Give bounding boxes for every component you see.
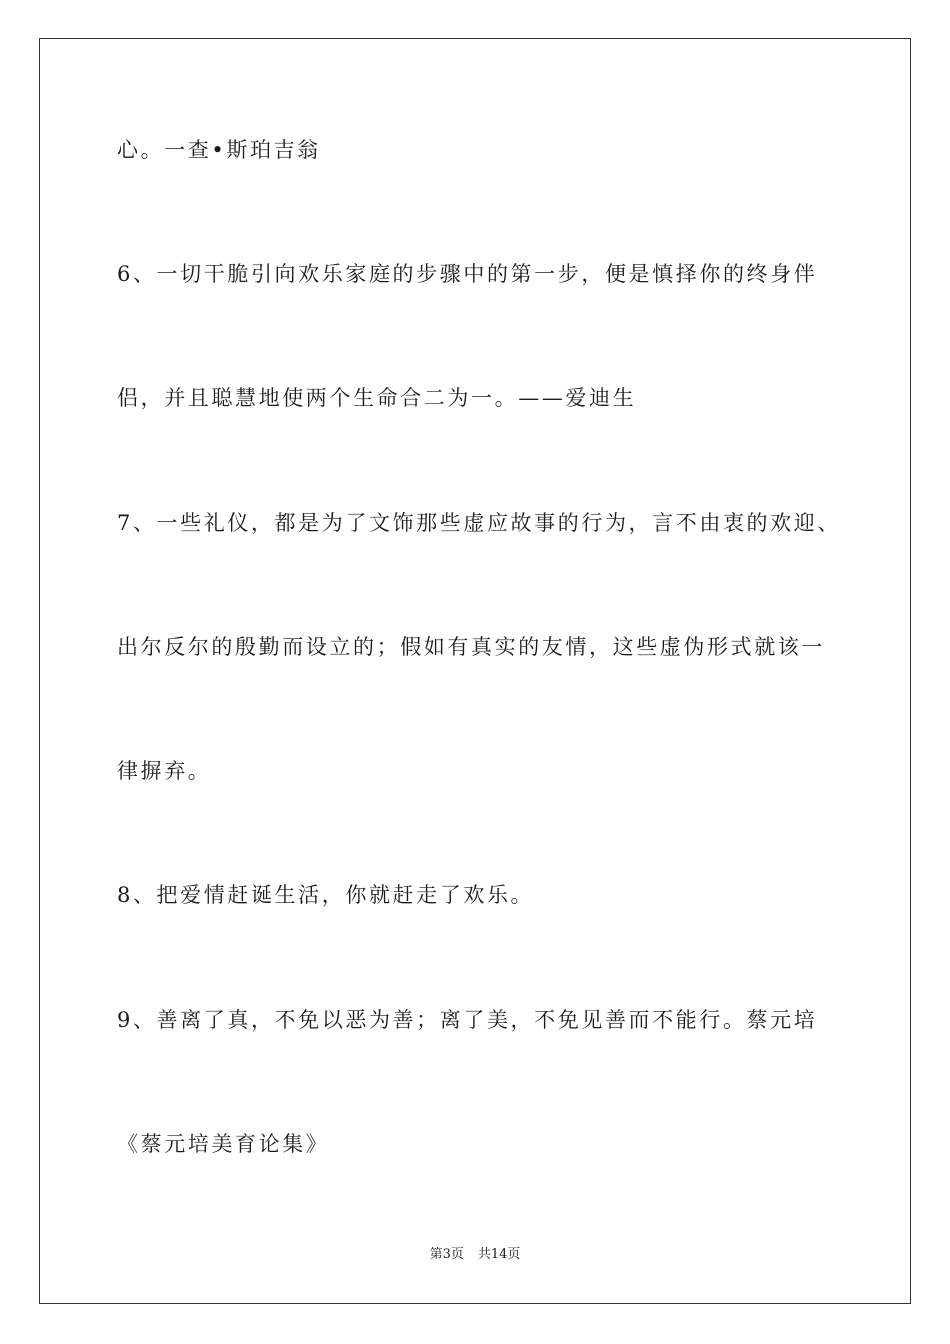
- text-line-6: 律摒弃。: [117, 759, 212, 783]
- text-line-3: 侣，并且聪慧地使两个生命合二为一。——爱迪生: [117, 386, 637, 410]
- text-line-4: 7、一些礼仪，都是为了文饰那些虚应故事的行为，言不由衷的欢迎、: [117, 511, 841, 535]
- text-line-7: 8、把爱情赶诞生活，你就赶走了欢乐。: [117, 883, 535, 907]
- text-line-9: 《蔡元培美育论集》: [117, 1132, 330, 1156]
- text-line-2: 6、一切干脆引向欢乐家庭的步骤中的第一步，便是慎择你的终身伴: [117, 262, 818, 286]
- current-page-label: 第3页: [429, 1247, 464, 1262]
- text-line-8: 9、善离了真，不免以恶为善；离了美，不免见善而不能行。蔡元培: [117, 1008, 818, 1032]
- total-pages-label: 共14页: [477, 1247, 521, 1262]
- text-line-5: 出尔反尔的殷勤而设立的；假如有真实的友情，这些虚伪形式就该一: [117, 635, 825, 659]
- page-border: [39, 38, 911, 1304]
- page-footer: [0, 1248, 950, 1261]
- text-line-1: 心。一查•斯珀吉翁: [117, 138, 321, 162]
